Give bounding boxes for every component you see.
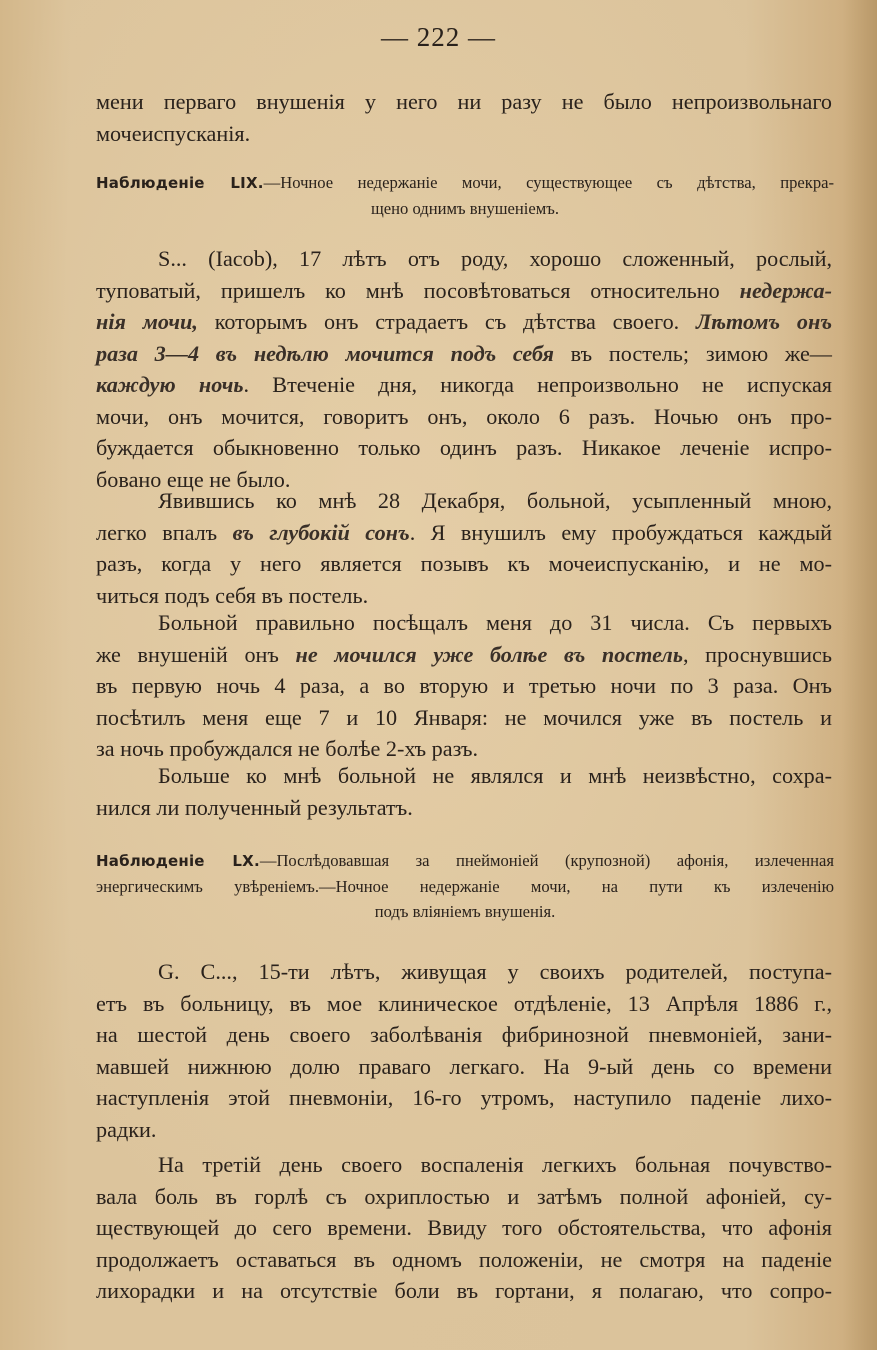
text-line: за ночь пробуждался не болѣе 2-хъ разъ.: [96, 736, 478, 761]
text-segment: легко впалъ: [96, 519, 233, 545]
emphasis-text: въ глубокій сонъ: [232, 519, 410, 545]
paragraph-6: [96, 1149, 832, 1307]
text-line: Явившись ко мнѣ 28 Декабря, больной, усыпленный мною,: [158, 488, 832, 513]
text-line: посѣтилъ меня еще 7 и 10 Января: не мочился уже въ постель и: [96, 704, 832, 730]
observation-title: Наблюденіе LIX.: [96, 174, 264, 192]
text-line: разъ, когда у него является позывъ къ мочеиспусканію, и не мо-: [96, 551, 832, 576]
text-line: буждается обыкновенно только одинъ разъ. Никакое леченіе испро-: [96, 435, 832, 460]
text-line: мавшей нижнюю долю праваго легкаго. На 9-ый день со времени: [96, 1053, 832, 1079]
text-line: нился ли полученный результатъ.: [96, 794, 413, 820]
text-line: читься подъ себя въ постель.: [96, 582, 369, 608]
text-line: S... (Іасоb), 17 лѣтъ отъ роду, хорошо сложенный, рослый,: [158, 246, 832, 271]
emphasis-text: Лѣтомъ онъ: [696, 309, 833, 334]
text-line: [96, 369, 832, 401]
text-line: лихорадки и на отсутствіе боли въ гортани, я полагаю, что сопро-: [96, 1278, 832, 1303]
text-segment: же внушеній онъ: [96, 641, 296, 667]
text-line: на шестой день своего заболѣванія фибринозной пневмоніей, зани-: [96, 1022, 832, 1047]
heading-text: —Послѣдовавшая за пнеймоніей (крупозной) афонія, излеченная: [259, 851, 834, 870]
text-line: ществующей до сего времени. Ввиду того обстоятельства, что афонія: [96, 1215, 832, 1240]
text-segment: туповатый, пришелъ ко мнѣ посовѣтоваться относительно: [96, 277, 740, 303]
text-line: [96, 306, 832, 338]
text-line: [96, 517, 832, 549]
paragraph-5: [96, 956, 832, 1145]
text-line: мени перваго внушенія у него ни разу не было непроизвольнаго: [96, 89, 832, 114]
emphasis-text: нія мочи,: [96, 309, 198, 334]
observation-title: Наблюденіе LX.: [96, 852, 260, 870]
text-line: G. C..., 15-ти лѣтъ, живущая у своихъ родителей, поступа-: [158, 959, 832, 984]
page-number: — 222 —: [381, 22, 496, 52]
observation-60-heading: [96, 848, 834, 924]
text-line: На третій день своего воспаленія легкихъ больная почувство-: [158, 1152, 832, 1177]
text-line: [96, 338, 832, 370]
paragraph-4: [96, 760, 832, 823]
heading-line: энергическимъ увѣреніемъ.—Ночное недержаніе мочи, на пути къ излеченію: [96, 877, 834, 896]
text-line: Больной правильно посѣщалъ меня до 31 числа. Съ первыхъ: [158, 610, 832, 635]
paragraph-continuation: [96, 86, 832, 149]
text-line: Больше ко мнѣ больной не являлся и мнѣ неизвѣстно, сохра-: [158, 763, 832, 788]
paragraph-3: [96, 607, 832, 765]
paragraph-1: [96, 243, 832, 495]
emphasis-text: каждую ночь: [96, 372, 244, 397]
text-line: бовано еще не было.: [96, 466, 291, 492]
observation-59-heading: [96, 170, 834, 221]
heading-line: подъ вліяніемъ внушенія.: [374, 902, 556, 921]
text-line: [96, 275, 832, 307]
heading-line: щено однимъ внушеніемъ.: [371, 199, 559, 218]
emphasis-text: недержа-: [739, 277, 832, 303]
text-line: въ первую ночь 4 раза, а во вторую и третью ночи по 3 раза. Онъ: [96, 673, 832, 698]
text-line: продолжаетъ оставаться въ одномъ положеніи, не смотря на паденіе: [96, 1246, 832, 1272]
text-line: мочи, онъ мочится, говоритъ онъ, около 6 разъ. Ночью онъ про-: [96, 403, 832, 429]
text-line: мочеиспусканія.: [96, 120, 251, 146]
text-line: [96, 639, 832, 671]
text-segment: . Я внушилъ ему пробуждаться каждый: [409, 519, 832, 545]
emphasis-text: раза 3—4 въ недѣлю мочится подъ себя: [96, 340, 554, 366]
heading-line: [96, 848, 834, 874]
text-line: етъ въ больницу, въ мое клиническое отдѣленіе, 13 Апрѣля 1886 г.,: [96, 990, 832, 1016]
heading-text: —Ночное недержаніе мочи, существующее съ дѣтства, прекра-: [263, 173, 835, 192]
text-segment: которымъ онъ страдаетъ съ дѣтства своего.: [197, 309, 696, 334]
text-line: вала боль въ горлѣ съ охриплостью и затѣмъ полной афоніей, су-: [96, 1183, 832, 1209]
emphasis-text: не мочился уже болѣе въ постель: [295, 641, 683, 667]
text-line: наступленія этой пневмоніи, 16-го утромъ, наступило паденіе лихо-: [96, 1085, 832, 1110]
paragraph-2: [96, 485, 832, 611]
text-segment: въ постель; зимою же—: [553, 340, 832, 366]
text-segment: , проснувшись: [682, 641, 832, 667]
text-segment: . Втеченіе дня, никогда непроизвольно не испуская: [243, 372, 833, 397]
text-line: радки.: [96, 1116, 157, 1142]
heading-line: [96, 170, 834, 196]
